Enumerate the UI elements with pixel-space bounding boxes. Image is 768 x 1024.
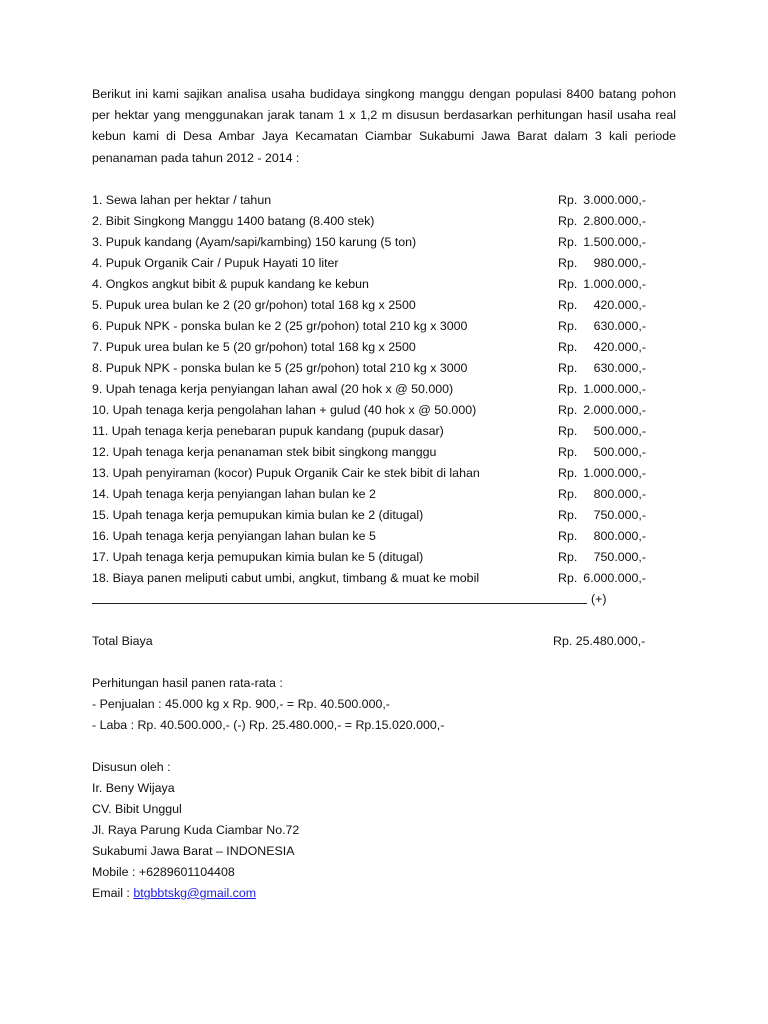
email-label: Email :: [92, 885, 134, 900]
email-line: [92, 883, 676, 904]
prepared-by-label: Disusun oleh :: [92, 759, 171, 774]
region-line: Sukabumi Jawa Barat – INDONESIA: [92, 843, 295, 858]
profit-line: - Laba : Rp. 40.500.000,- (-) Rp. 25.480.000,- = Rp.15.020.000,-: [92, 717, 445, 732]
cost-item-amount: 420.000,-: [593, 297, 646, 312]
currency-label: Rp.: [558, 507, 578, 522]
currency-label: Rp.: [558, 465, 578, 480]
cost-item-label: 18. Biaya panen meliputi cabut umbi, angkut, timbang & muat ke mobil: [92, 570, 480, 585]
cost-item-list: [92, 190, 676, 610]
cost-item: [92, 211, 676, 232]
cost-item-label: 15. Upah tenaga kerja pemupukan kimia bulan ke 2 (ditugal): [92, 507, 424, 522]
cost-item-amount: 750.000,-: [593, 549, 646, 564]
cost-item: [92, 505, 676, 526]
cost-item-label: 10. Upah tenaga kerja pengolahan lahan + gulud (40 hok x @ 50.000): [92, 402, 477, 417]
cost-item-label: 9. Upah tenaga kerja penyiangan lahan awal (20 hok x @ 50.000): [92, 381, 454, 396]
cost-item: [92, 484, 676, 505]
cost-item-label: 8. Pupuk NPK - ponska bulan ke 5 (25 gr/pohon) total 210 kg x 3000: [92, 360, 468, 375]
cost-item: [92, 316, 676, 337]
cost-item-amount: 630.000,-: [593, 360, 646, 375]
cost-item-label: 5. Pupuk urea bulan ke 2 (20 gr/pohon) total 168 kg x 2500: [92, 297, 416, 312]
cost-item-label: 11. Upah tenaga kerja penebaran pupuk kandang (pupuk dasar): [92, 423, 444, 438]
cost-item-amount: 420.000,-: [593, 339, 646, 354]
cost-item-amount: 6.000.000,-: [583, 570, 646, 585]
sum-operator: (+): [591, 591, 607, 606]
author-name: Ir. Beny Wijaya: [92, 780, 175, 795]
cost-item-amount: 750.000,-: [593, 507, 646, 522]
cost-item-label: 13. Upah penyiraman (kocor) Pupuk Organik Cair ke stek bibit di lahan: [92, 465, 480, 480]
separator-line: [92, 603, 587, 604]
cost-item: [92, 463, 676, 484]
currency-label: Rp.: [558, 339, 578, 354]
cost-item-label: 4. Pupuk Organik Cair / Pupuk Hayati 10 liter: [92, 255, 339, 270]
cost-item-amount: 2.800.000,-: [583, 213, 646, 228]
cost-item: [92, 358, 676, 379]
cost-item-label: 3. Pupuk kandang (Ayam/sapi/kambing) 150 karung (5 ton): [92, 234, 417, 249]
currency-label: Rp.: [558, 360, 578, 375]
cost-item: [92, 526, 676, 547]
cost-item: [92, 421, 676, 442]
cost-item-label: 2. Bibit Singkong Manggu 1400 batang (8.400 stek): [92, 213, 375, 228]
cost-item-label: 7. Pupuk urea bulan ke 5 (20 gr/pohon) total 168 kg x 2500: [92, 339, 416, 354]
cost-item: [92, 400, 676, 421]
currency-label: Rp.: [558, 255, 578, 270]
cost-item-label: 12. Upah tenaga kerja penanaman stek bibit singkong manggu: [92, 444, 437, 459]
cost-item: [92, 295, 676, 316]
currency-label: Rp.: [558, 486, 578, 501]
currency-label: Rp.: [558, 192, 578, 207]
cost-item-amount: 1.000.000,-: [583, 381, 646, 396]
cost-item-amount: 2.000.000,-: [583, 402, 646, 417]
currency-label: Rp.: [558, 444, 578, 459]
sales-line: - Penjualan : 45.000 kg x Rp. 900,- = Rp. 40.500.000,-: [92, 696, 390, 711]
cost-item-amount: 800.000,-: [593, 486, 646, 501]
currency-label: Rp.: [558, 528, 578, 543]
total-value: Rp. 25.480.000,-: [553, 633, 646, 648]
total-row: [92, 631, 676, 652]
harvest-heading: Perhitungan hasil panen rata-rata :: [92, 675, 283, 690]
currency-label: Rp.: [558, 423, 578, 438]
cost-item: [92, 253, 676, 274]
harvest-calculation: [92, 673, 676, 736]
email-link[interactable]: btgbbtskg@gmail.com: [133, 885, 257, 900]
cost-item: [92, 337, 676, 358]
cost-item: [92, 442, 676, 463]
cost-item-amount: 500.000,-: [593, 423, 646, 438]
currency-label: Rp.: [558, 570, 578, 585]
cost-item-amount: 800.000,-: [593, 528, 646, 543]
address-line: Jl. Raya Parung Kuda Ciambar No.72: [92, 822, 300, 837]
cost-item-label: 6. Pupuk NPK - ponska bulan ke 2 (25 gr/pohon) total 210 kg x 3000: [92, 318, 468, 333]
cost-item: [92, 232, 676, 253]
cost-item-amount: 1.000.000,-: [583, 276, 646, 291]
cost-item: [92, 568, 676, 589]
currency-label: Rp.: [558, 381, 578, 396]
cost-item-amount: 1.000.000,-: [583, 465, 646, 480]
cost-item-amount: 980.000,-: [593, 255, 646, 270]
currency-label: Rp.: [558, 234, 578, 249]
sum-separator: [92, 589, 676, 610]
cost-item-amount: 3.000.000,-: [583, 192, 646, 207]
cost-item-amount: 1.500.000,-: [583, 234, 646, 249]
intro-paragraph: Berikut ini kami sajikan analisa usaha budidaya singkong manggu dengan populasi 8400 batang pohon per hektar yang menggunakan jarak tanam 1 x 1,2 m disusun berdasarkan perhitungan hasil usaha real kebun kami di Desa Ambar Jaya Kecamatan Ciambar Sukabumi Jawa Barat dalam 3 kali periode penanaman pada tahun 2012 - 2014 :: [92, 87, 676, 165]
cost-item-amount: 500.000,-: [593, 444, 646, 459]
cost-item-label: 14. Upah tenaga kerja penyiangan lahan bulan ke 2: [92, 486, 376, 501]
total-label: Total Biaya: [92, 633, 153, 648]
currency-label: Rp.: [558, 276, 578, 291]
mobile-line: Mobile : +6289601104408: [92, 864, 235, 879]
currency-label: Rp.: [558, 402, 578, 417]
cost-item-label: 4. Ongkos angkut bibit & pupuk kandang ke kebun: [92, 276, 369, 291]
cost-item: [92, 274, 676, 295]
cost-item-label: 16. Upah tenaga kerja penyiangan lahan bulan ke 5: [92, 528, 376, 543]
cost-item-label: 1. Sewa lahan per hektar / tahun: [92, 192, 272, 207]
cost-item-label: 17. Upah tenaga kerja pemupukan kimia bulan ke 5 (ditugal): [92, 549, 424, 564]
cost-item: [92, 379, 676, 400]
currency-label: Rp.: [558, 318, 578, 333]
currency-label: Rp.: [558, 297, 578, 312]
author-info: [92, 757, 676, 904]
document-page: [92, 84, 676, 904]
cost-item: [92, 190, 676, 211]
currency-label: Rp.: [558, 213, 578, 228]
currency-label: Rp.: [558, 549, 578, 564]
company-name: CV. Bibit Unggul: [92, 801, 182, 816]
cost-item-amount: 630.000,-: [593, 318, 646, 333]
cost-item: [92, 547, 676, 568]
